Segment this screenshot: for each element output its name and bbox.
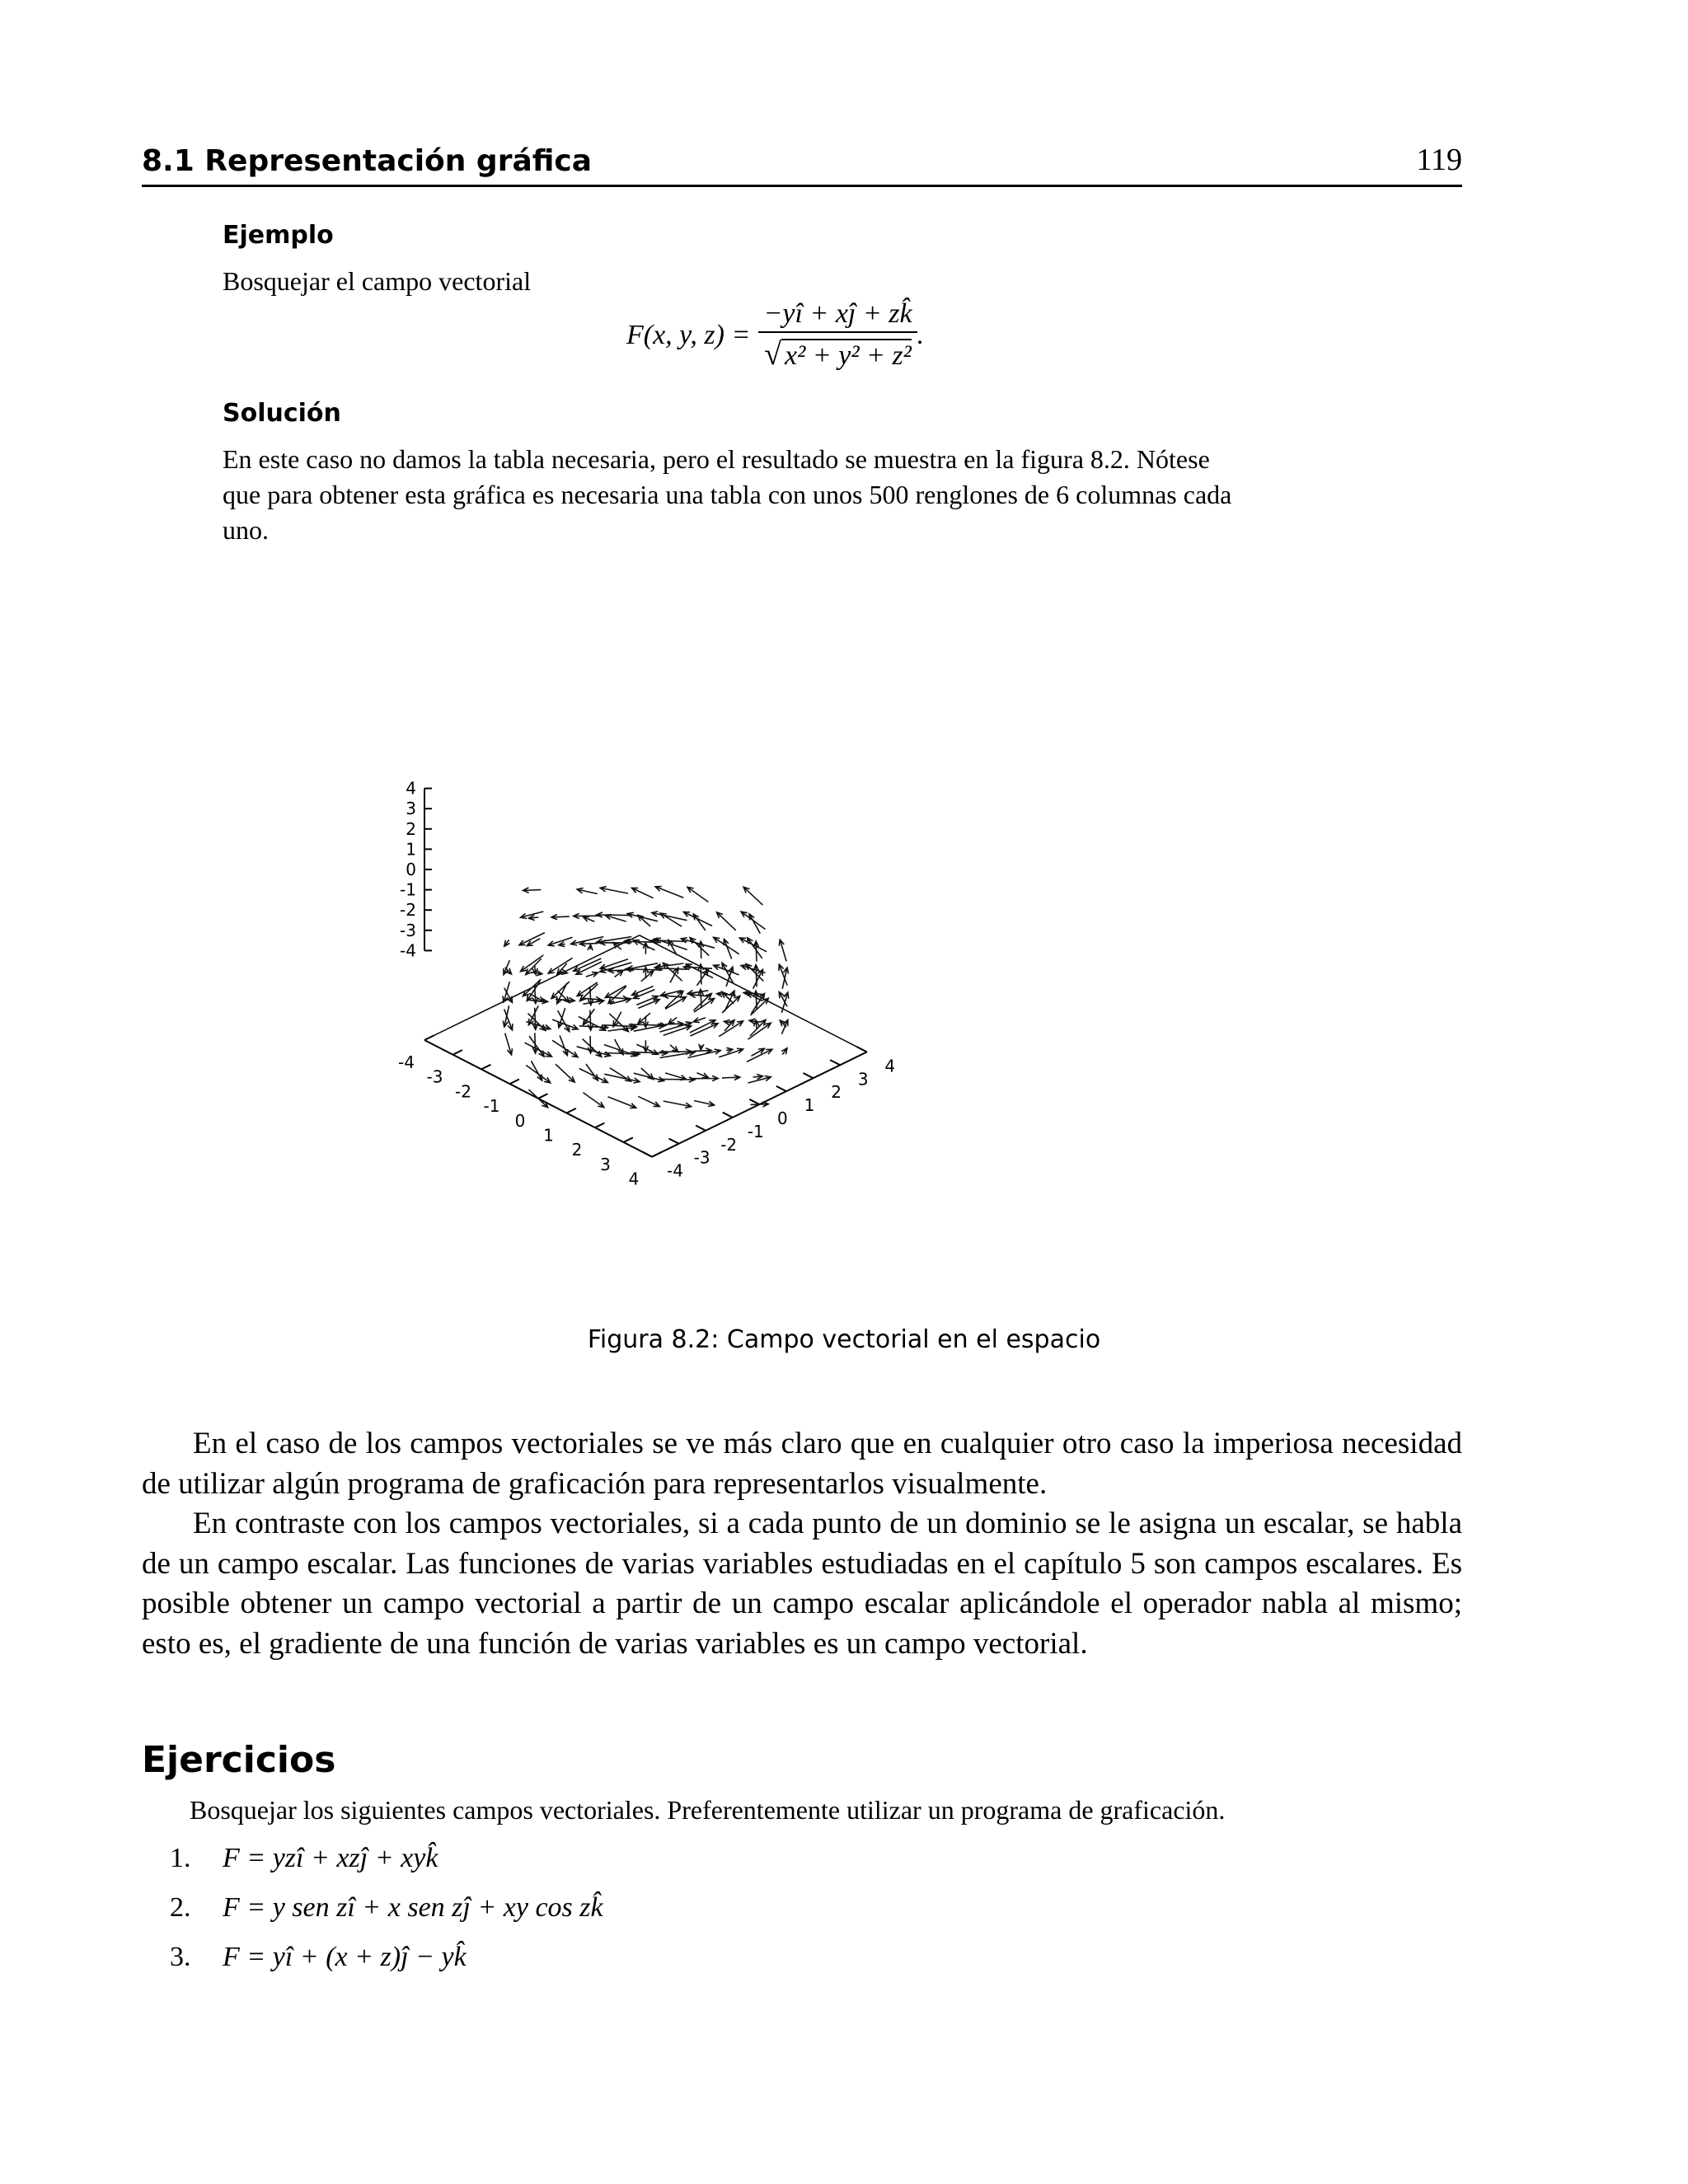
vector-arrow (717, 912, 736, 930)
x-tick-label: 1 (543, 1125, 554, 1146)
vector-arrow (660, 913, 682, 926)
vector-arrow (588, 944, 593, 950)
example-text: Bosquejar el campo vectorial (223, 266, 532, 296)
x-tick (424, 1035, 434, 1040)
example-heading: Ejemplo (223, 221, 334, 250)
vector-arrow (600, 887, 628, 893)
vector-arrow (608, 1097, 636, 1108)
y-tick (642, 1151, 652, 1156)
y-tick-label: -1 (747, 1121, 764, 1141)
vector-arrow (527, 939, 540, 946)
vector-arrow (779, 940, 786, 961)
figure-caption: Figura 8.2: Campo vectorial en el espacio (587, 1325, 1101, 1354)
z-tick-label: -2 (400, 900, 416, 921)
y-tick (857, 1047, 867, 1052)
vector-arrow (579, 1069, 608, 1083)
vector-arrow (781, 1048, 787, 1055)
formula-numerator: −yî + xĵ + zk̂ (758, 298, 917, 333)
y-tick-label: -3 (693, 1147, 710, 1168)
vector-arrow (577, 888, 598, 894)
z-tick-label: 0 (406, 860, 416, 879)
vector-arrow (504, 940, 510, 946)
vector-arrow (528, 1090, 547, 1108)
vector-arrow (523, 888, 542, 893)
x-tick-label: -1 (483, 1096, 500, 1117)
z-tick-label: -3 (400, 920, 416, 940)
exercise-item-3 (170, 1942, 467, 1973)
vector-arrow (751, 1102, 769, 1107)
vector-arrow (681, 938, 715, 948)
vector-arrow (577, 1047, 611, 1057)
vector-arrow (552, 1040, 578, 1057)
vector-arrow (584, 916, 595, 921)
exercise-item-2 (170, 1892, 603, 1924)
vector-arrow (636, 996, 658, 1005)
exercise-item-1 (170, 1843, 438, 1874)
exercise-number: 1. (170, 1843, 191, 1873)
vector-arrow (528, 999, 547, 1004)
formula-radicand: x² + y² + z² (781, 339, 912, 371)
vector-arrow (683, 912, 712, 926)
y-tick-label: 2 (831, 1082, 842, 1103)
y-tick-label: 1 (804, 1095, 815, 1116)
vector-arrow (586, 972, 598, 977)
x-tick-label: 2 (571, 1140, 583, 1160)
x-tick (510, 1080, 519, 1085)
vector-arrows (503, 887, 789, 1108)
solution-line-3: uno. (223, 515, 269, 545)
vector-arrow (615, 1039, 623, 1055)
vector-arrow (697, 1073, 709, 1078)
vector-arrow (693, 1018, 706, 1023)
vector-arrow (632, 888, 654, 898)
vector-arrow (559, 942, 565, 947)
sqrt-symbol: √ (764, 337, 781, 372)
y-tick-label: -4 (667, 1160, 683, 1181)
vector-arrow (638, 1096, 659, 1106)
y-tick (696, 1126, 706, 1131)
y-tick (669, 1139, 679, 1144)
x-tick-label: 4 (628, 1169, 640, 1189)
vector-arrow (687, 887, 708, 902)
vector-arrow (638, 915, 650, 926)
vector-arrow (579, 1024, 608, 1029)
x-tick (453, 1050, 462, 1055)
formula-denominator (759, 333, 917, 373)
vector-arrow (743, 887, 762, 905)
z-tick-label: 1 (406, 839, 416, 860)
exercises-title: Ejercicios (142, 1739, 336, 1781)
x-tick-label: -3 (426, 1066, 443, 1087)
x-tick-label: 3 (600, 1154, 611, 1174)
x-tick-label: -2 (455, 1081, 471, 1102)
body-paragraph-2: En contraste con los campos vectoriales, si a cada punto de un dominio se le asigna un escalar, se habla de un campo escalar. Las funciones de varias variables estudiadas en el capítulo 5 son campos escalares. Es posible obtener un campo vectorial a partir de un campo escalar aplicándole el operador nabla al mismo; esto es, el gradiente de una función de varias variables es un campo vectorial. (142, 1507, 1462, 1661)
vector-arrow (532, 1033, 537, 1053)
exercise-number: 2. (170, 1892, 191, 1923)
x-tick (481, 1065, 490, 1070)
vector-arrow (694, 1101, 715, 1107)
vector-arrow (583, 1093, 603, 1108)
y-tick-label: 0 (777, 1108, 788, 1128)
formula-fraction (758, 298, 917, 373)
exercise-expression: F = yî + (x + z)ĵ − yk̂ (223, 1942, 467, 1972)
exercise-expression: F = y sen zî + x sen zĵ + xy cos zk̂ (223, 1892, 603, 1923)
vector-arrow (655, 887, 683, 898)
x-tick (538, 1094, 547, 1099)
vector-arrow (503, 1005, 509, 1027)
y-tick (776, 1086, 786, 1091)
x-tick (567, 1108, 576, 1113)
vector-arrow (753, 941, 758, 962)
y-tick (804, 1073, 814, 1078)
vector-arrow (690, 938, 709, 956)
solution-heading: Solución (223, 399, 341, 428)
z-tick-label: -1 (400, 879, 416, 900)
z-tick-label: 3 (406, 799, 416, 819)
y-tick (723, 1113, 733, 1118)
y-tick-label: -2 (720, 1134, 738, 1155)
vector-arrow (526, 1066, 550, 1083)
exercises-intro: Bosquejar los siguientes campos vectoriales. Preferentemente utilizar un programa de graficación. (190, 1795, 1226, 1825)
vector-arrow (634, 990, 655, 999)
vector-arrow (782, 968, 788, 989)
formula-lhs: F(x, y, z) = (626, 320, 751, 350)
z-tick-label: 4 (406, 778, 416, 799)
formula-period: . (917, 320, 925, 350)
vector-arrow (551, 915, 570, 920)
tick-labels (398, 779, 895, 1189)
section-title: 8.1 Representación gráfica (142, 144, 593, 178)
body-paragraph-1: En el caso de los campos vectoriales se ve más claro que en cualquier otro caso la imperiosa necesidad de utilizar algún programa de graficación para representarlos visualmente. (142, 1427, 1462, 1501)
vector-arrow (663, 1101, 692, 1108)
x-tick (595, 1123, 604, 1128)
x-tick (624, 1137, 633, 1142)
vector-arrow (699, 1044, 704, 1050)
solution-line-2: que para obtener esta gráfica es necesaria una tabla con unos 500 renglones de 6 columnas cada (223, 480, 1232, 509)
example-formula (626, 290, 924, 381)
vector-field-figure (379, 643, 1203, 1244)
vector-arrow (722, 1075, 740, 1080)
vector-arrow (505, 1033, 513, 1055)
vector-arrow (613, 943, 621, 950)
vector-arrow (752, 1048, 765, 1056)
x-tick-label: -4 (398, 1052, 415, 1072)
y-tick (749, 1099, 759, 1104)
vector-arrow (668, 1018, 677, 1024)
solution-line-1: En este caso no damos la tabla necesaria, pero el resultado se muestra en la figura 8.2. Nótese (223, 444, 1210, 474)
y-tick-label: 3 (857, 1069, 869, 1090)
vector-arrow (670, 1045, 678, 1052)
vector-arrow (556, 1064, 574, 1082)
vector-arrow (525, 1043, 552, 1057)
vector-arrow (660, 1077, 695, 1082)
exercise-expression: F = yzî + xzĵ + xyk̂ (223, 1843, 438, 1873)
exercise-number: 3. (170, 1942, 191, 1972)
x-tick (652, 1152, 661, 1157)
vector-arrow (528, 915, 538, 920)
vector-arrow (597, 912, 631, 917)
vector-arrow (580, 941, 598, 946)
vector-arrow (726, 1047, 733, 1052)
y-tick (830, 1060, 840, 1065)
vector-arrow (583, 1039, 602, 1057)
running-header (142, 138, 1462, 187)
x-tick-label: 0 (514, 1110, 526, 1131)
z-tick-label: -4 (400, 940, 416, 961)
z-tick-label: 2 (406, 818, 416, 839)
vector-arrow (615, 971, 623, 977)
y-tick-label: 4 (884, 1056, 896, 1076)
vector-arrow (753, 1074, 763, 1079)
page-number: 119 (1416, 143, 1462, 177)
